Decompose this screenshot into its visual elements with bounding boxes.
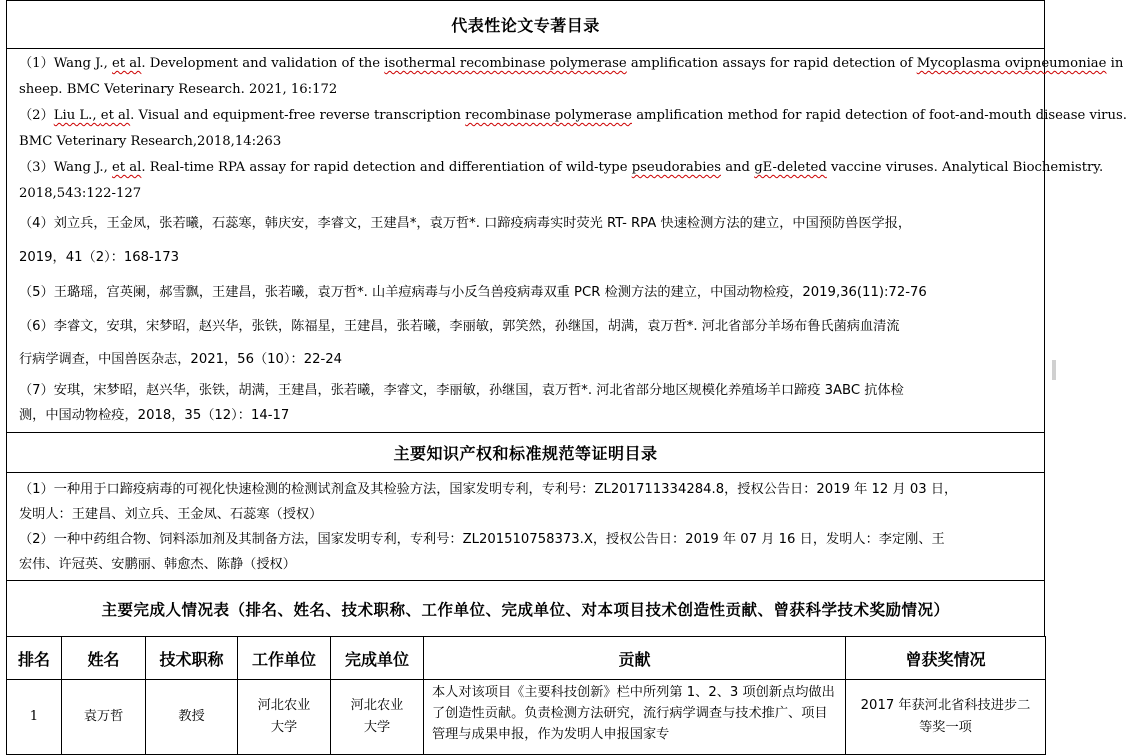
papers-title-text: 代表性论文专著目录 [451, 16, 600, 35]
paper-7-line-2: 测，中国动物检疫，2018，35（12）：14-17 [19, 408, 290, 423]
paper-2-line-2: BMC Veterinary Research,2018,14:263 [19, 134, 282, 149]
paper-3-line-2: 2018,543:122-127 [19, 186, 142, 201]
ip-title-text: 主要知识产权和标准规范等证明目录 [393, 444, 658, 463]
paper-4-line-1: （4）刘立兵，王金凤，张若曦，石蕊寒，韩庆安，李睿文，王建昌*，袁万哲*. 口蹄疫病毒实时荧光 RT- RPA 快速检测方法的建立，中国预防兽医学报， [19, 216, 912, 231]
document-sheet [6, 0, 1127, 752]
cell-complete-unit: 河北农业大学 [331, 680, 424, 755]
paper-1-line-2: sheep. BMC Veterinary Research. 2021, 16:172 [19, 82, 338, 97]
paper-2-line-1: （2）Liu L., et al. Visual and equipment-free reverse transcription recombinase polymerase amplification method for rapid detection of foot-and-mouth disease virus. [19, 108, 1127, 123]
col-header-contribution: 贡献 [424, 637, 846, 680]
paper-6-line-2: 行病学调查，中国兽医杂志，2021，56（10）：22-24 [19, 352, 343, 367]
paper-4-line-2: 2019，41（2）：168-173 [19, 250, 179, 265]
cell-rank: 1 [7, 680, 62, 755]
papers-list [6, 48, 1127, 432]
ip-2-line-2: 宏伟、许冠英、安鹏丽、韩愈杰、陈静（授权） [19, 557, 296, 572]
paper-6-line-1: （6）李睿文，安琪，宋梦昭，赵兴华，张铁，陈福星，王建昌，张若曦，李丽敏，郭笑然，孙继国，胡满，袁万哲*. 河北省部分羊场布鲁氏菌病血清流 [19, 319, 900, 334]
col-header-rank: 排名 [7, 637, 62, 680]
ip-2-line-1: （2）一种中药组合物、饲料添加剂及其制备方法，国家发明专利，专利号：ZL201510758373.X，授权公告日：2019 年 07 月 16 日，发明人：李定刚、王 [19, 532, 945, 547]
cell-awards: 2017 年获河北省科技进步二等奖一项 [846, 680, 1046, 755]
ip-1-line-1: （1）一种用于口蹄疫病毒的可视化快速检测的检测试剂盒及其检验方法，国家发明专利，专利号：ZL201711334284.8，授权公告日：2019 年 12 月 03 日， [19, 482, 958, 497]
paper-3-line-1: （3）Wang J., et al. Real-time RPA assay for rapid detection and differentiation of wild-type pseudorabies and gE-deleted vaccine viruses. Analytical Biochemistry. [19, 160, 1104, 175]
papers-section-title [6, 0, 1045, 48]
col-header-awards: 曾获奖情况 [846, 637, 1046, 680]
paper-7-line-1: （7）安琪，宋梦昭，赵兴华，张铁，胡满，王建昌，张若曦，李睿文，李丽敏，孙继国，袁万哲*. 河北省部分地区规模化养殖场羊口蹄疫 3ABC 抗体检 [19, 383, 904, 398]
paper-1-line-1: （1）Wang J., et al. Development and validation of the isothermal recombinase polymerase amplification assays for rapid detection of Mycoplasma ovipneumoniae in [19, 56, 1124, 71]
people-table [6, 636, 1046, 755]
people-table-header-row [7, 637, 1046, 680]
ip-section-title [6, 432, 1045, 472]
col-header-title: 技术职称 [146, 637, 238, 680]
scrollbar-edge[interactable] [1052, 360, 1056, 380]
cell-work-unit: 河北农业大学 [238, 680, 331, 755]
ip-1-line-2: 发明人：王建昌、刘立兵、王金凤、石蕊寒（授权） [19, 507, 323, 522]
people-section-title [6, 580, 1045, 636]
cell-title: 教授 [146, 680, 238, 755]
paper-5-line-1: （5）王璐瑶，宫英阑，郝雪飘，王建昌，张若曦，袁万哲*. 山羊痘病毒与小反刍兽疫病毒双重 PCR 检测方法的建立，中国动物检疫，2019,36(11):72-76 [19, 285, 927, 300]
cell-contribution: 本人对该项目《主要科技创新》栏中所列第 1、2、3 项创新点均做出了创造性贡献。负责检测方法研究，流行病学调查与技术推广、项目管理与成果申报，作为发明人申报国家专 [424, 680, 846, 755]
col-header-name: 姓名 [62, 637, 146, 680]
cell-name: 袁万哲 [62, 680, 146, 755]
ip-list [6, 472, 1045, 580]
people-title-text: 主要完成人情况表（排名、姓名、技术职称、工作单位、完成单位、对本项目技术创造性贡献、曾获科学技术奖励情况） [101, 599, 950, 619]
col-header-complete-unit: 完成单位 [331, 637, 424, 680]
col-header-work-unit: 工作单位 [238, 637, 331, 680]
table-row [7, 680, 1046, 755]
